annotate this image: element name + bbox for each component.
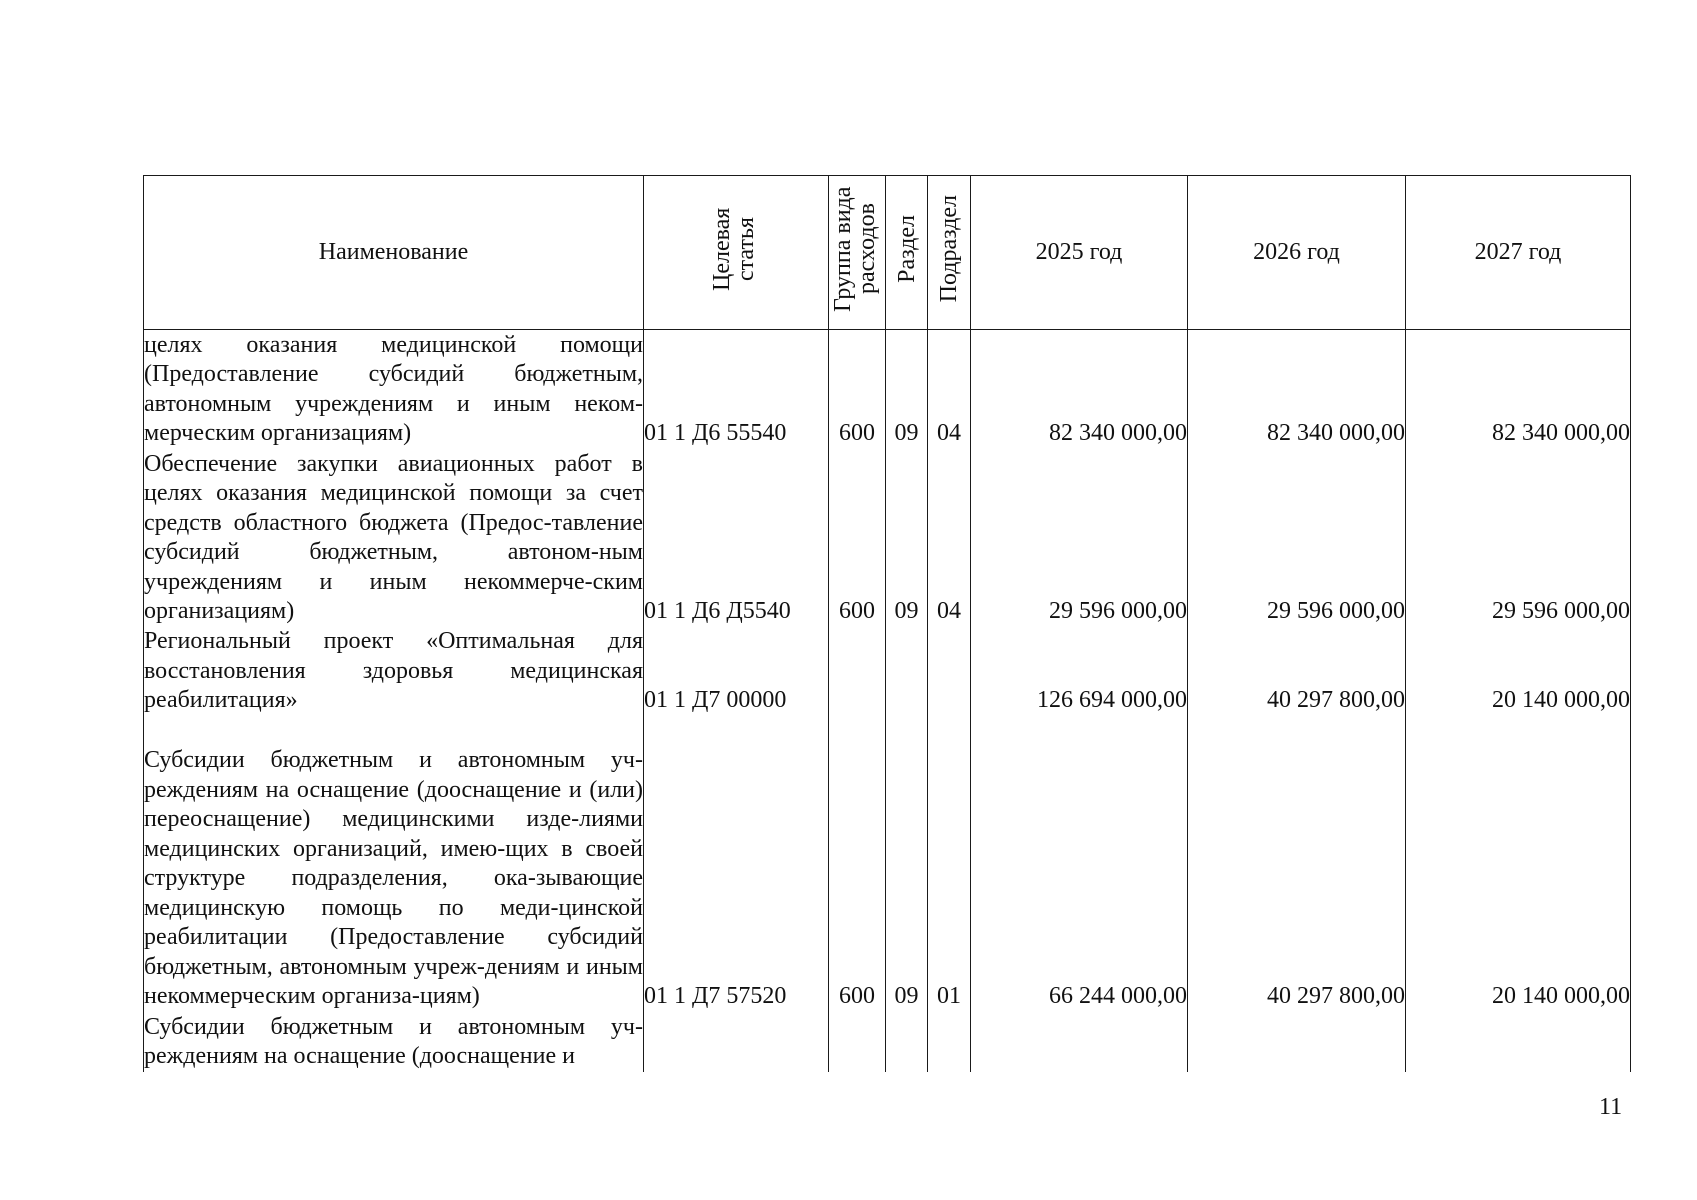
row-code: 01 1 Д6 55540 (644, 330, 829, 449)
row-amount-2025: 126 694 000,00 (971, 627, 1188, 716)
row-subsection (928, 1012, 971, 1072)
row-name: Обеспечение закупки авиационных работ в целях оказания медицинской помощи за счет средств областного бюджета (Предос-тавление субсидий бюджетным, автоном-ным учреждениям и иным некоммерче-ским организациям) (144, 449, 644, 627)
row-amount-2026: 29 596 000,00 (1188, 449, 1406, 627)
row-amount-2026: 40 297 800,00 (1188, 627, 1406, 716)
table-row (144, 330, 1631, 449)
row-section (886, 1012, 928, 1072)
header-2027: 2027 год (1406, 176, 1631, 330)
row-group (829, 627, 886, 716)
row-name: целях оказания медицинской помощи (Предоставление субсидий бюджетным, автономным учреждениям и иным неком-мерческим организациям) (144, 330, 644, 449)
row-group: 600 (829, 716, 886, 1012)
row-section (886, 627, 928, 716)
row-group (829, 1012, 886, 1072)
row-amount-2025: 82 340 000,00 (971, 330, 1188, 449)
header-2026: 2026 год (1188, 176, 1406, 330)
row-code (644, 1012, 829, 1072)
row-subsection: 04 (928, 449, 971, 627)
table-row (144, 1012, 1631, 1072)
page-number: 11 (1599, 1094, 1623, 1120)
row-subsection: 01 (928, 716, 971, 1012)
row-amount-2026: 82 340 000,00 (1188, 330, 1406, 449)
table-header-row (144, 176, 1631, 330)
row-amount-2026: 40 297 800,00 (1188, 716, 1406, 1012)
row-name: Субсидии бюджетным и автономным уч-реждениям на оснащение (дооснащение и (144, 1012, 644, 1072)
row-amount-2027: 20 140 000,00 (1406, 627, 1631, 716)
row-amount-2027: 82 340 000,00 (1406, 330, 1631, 449)
header-subsection: Подраздел (928, 176, 971, 330)
row-code: 01 1 Д6 Д5540 (644, 449, 829, 627)
row-code: 01 1 Д7 00000 (644, 627, 829, 716)
row-amount-2026 (1188, 1012, 1406, 1072)
header-group: Группа вида расходов (829, 176, 886, 330)
row-subsection (928, 627, 971, 716)
row-amount-2027: 29 596 000,00 (1406, 449, 1631, 627)
row-subsection: 04 (928, 330, 971, 449)
row-amount-2025: 29 596 000,00 (971, 449, 1188, 627)
row-group: 600 (829, 449, 886, 627)
row-section: 09 (886, 716, 928, 1012)
header-2025: 2025 год (971, 176, 1188, 330)
header-name: Наименование (144, 176, 644, 330)
row-section: 09 (886, 330, 928, 449)
row-group: 600 (829, 330, 886, 449)
row-name: Субсидии бюджетным и автономным уч-реждениям на оснащение (дооснащение и (или) переоснащение) медицинскими изде-лиями медицинских организаций, имею-щих в своей структуре подразделения, ока-зывающие медицинскую помощь по меди-цинской реабилитации (Предоставление субсидий бюджетным, автономным учреж-дениям и иным некоммерческим организа-циям) (144, 716, 644, 1012)
row-name: Региональный проект «Оптимальная для восстановления здоровья медицинская реабилитация» (144, 627, 644, 716)
row-code: 01 1 Д7 57520 (644, 716, 829, 1012)
header-section: Раздел (886, 176, 928, 330)
header-code: Целевая статья (644, 176, 829, 330)
budget-table (143, 175, 1631, 1072)
table-row (144, 449, 1631, 627)
table-row (144, 716, 1631, 1012)
row-amount-2027: 20 140 000,00 (1406, 716, 1631, 1012)
row-section: 09 (886, 449, 928, 627)
row-amount-2027 (1406, 1012, 1631, 1072)
row-amount-2025 (971, 1012, 1188, 1072)
table-row (144, 627, 1631, 716)
row-amount-2025: 66 244 000,00 (971, 716, 1188, 1012)
